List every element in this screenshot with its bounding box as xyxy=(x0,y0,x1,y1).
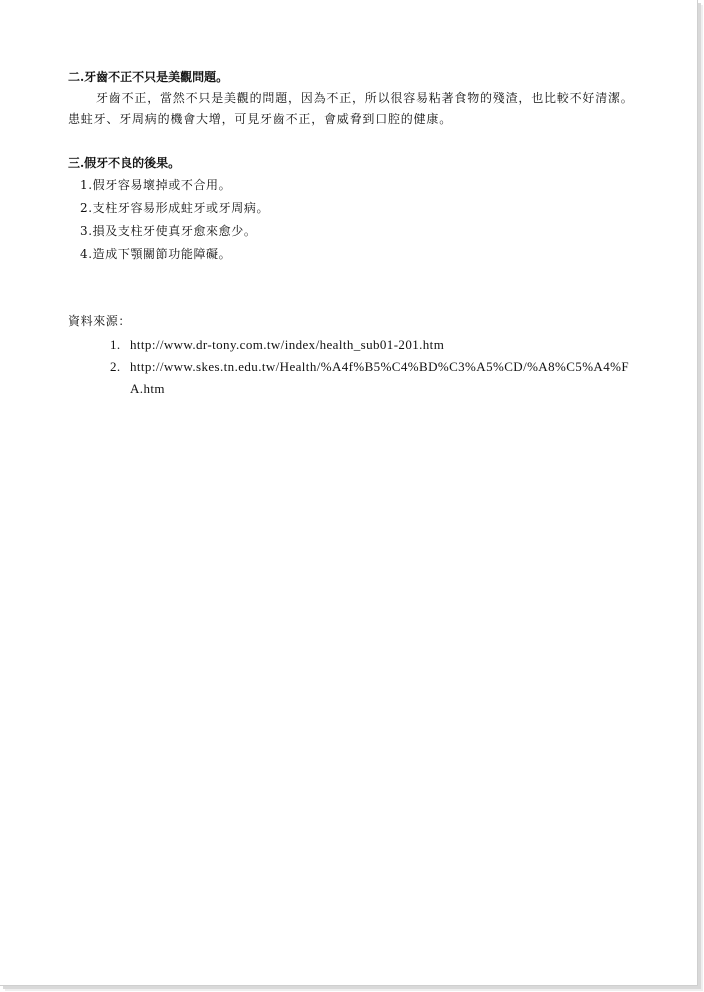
list-item: 2.支柱牙容易形成蛀牙或牙周病。 xyxy=(80,201,270,215)
section-3-title: 三.假牙不良的後果。 xyxy=(68,156,181,170)
section-2-paragraph: 牙齒不正，當然不只是美觀的問題，因為不正，所以很容易粘著食物的殘渣，也比較不好清潔。患蛀牙、牙周病的機會大增，可見牙齒不正，會威脅到口腔的健康。 xyxy=(68,91,634,126)
source-url: http://www.dr-tony.com.tw/index/health_sub01-201.htm xyxy=(130,337,445,352)
spacer xyxy=(68,130,638,152)
section-2-title: 二.牙齒不正不只是美觀問題。 xyxy=(68,70,229,84)
sources-label: 資料來源： xyxy=(68,314,132,328)
sources-list xyxy=(68,334,638,400)
source-item xyxy=(68,356,638,400)
list-item: 4.造成下顎關節功能障礙。 xyxy=(80,247,232,261)
document-content xyxy=(68,66,638,400)
source-number: 1. xyxy=(110,337,121,352)
list-item: 1.假牙容易壞掉或不合用。 xyxy=(80,178,232,192)
list-item: 3.損及支柱牙使真牙愈來愈少。 xyxy=(80,224,257,238)
source-url: http://www.skes.tn.edu.tw/Health/%A4f%B5%C4%BD%C3%A5%CD/%A8%C5%A4%FA.htm xyxy=(130,359,629,396)
source-number: 2. xyxy=(110,359,121,374)
consequences-list xyxy=(68,174,638,266)
source-item xyxy=(68,334,638,356)
spacer xyxy=(68,266,638,310)
